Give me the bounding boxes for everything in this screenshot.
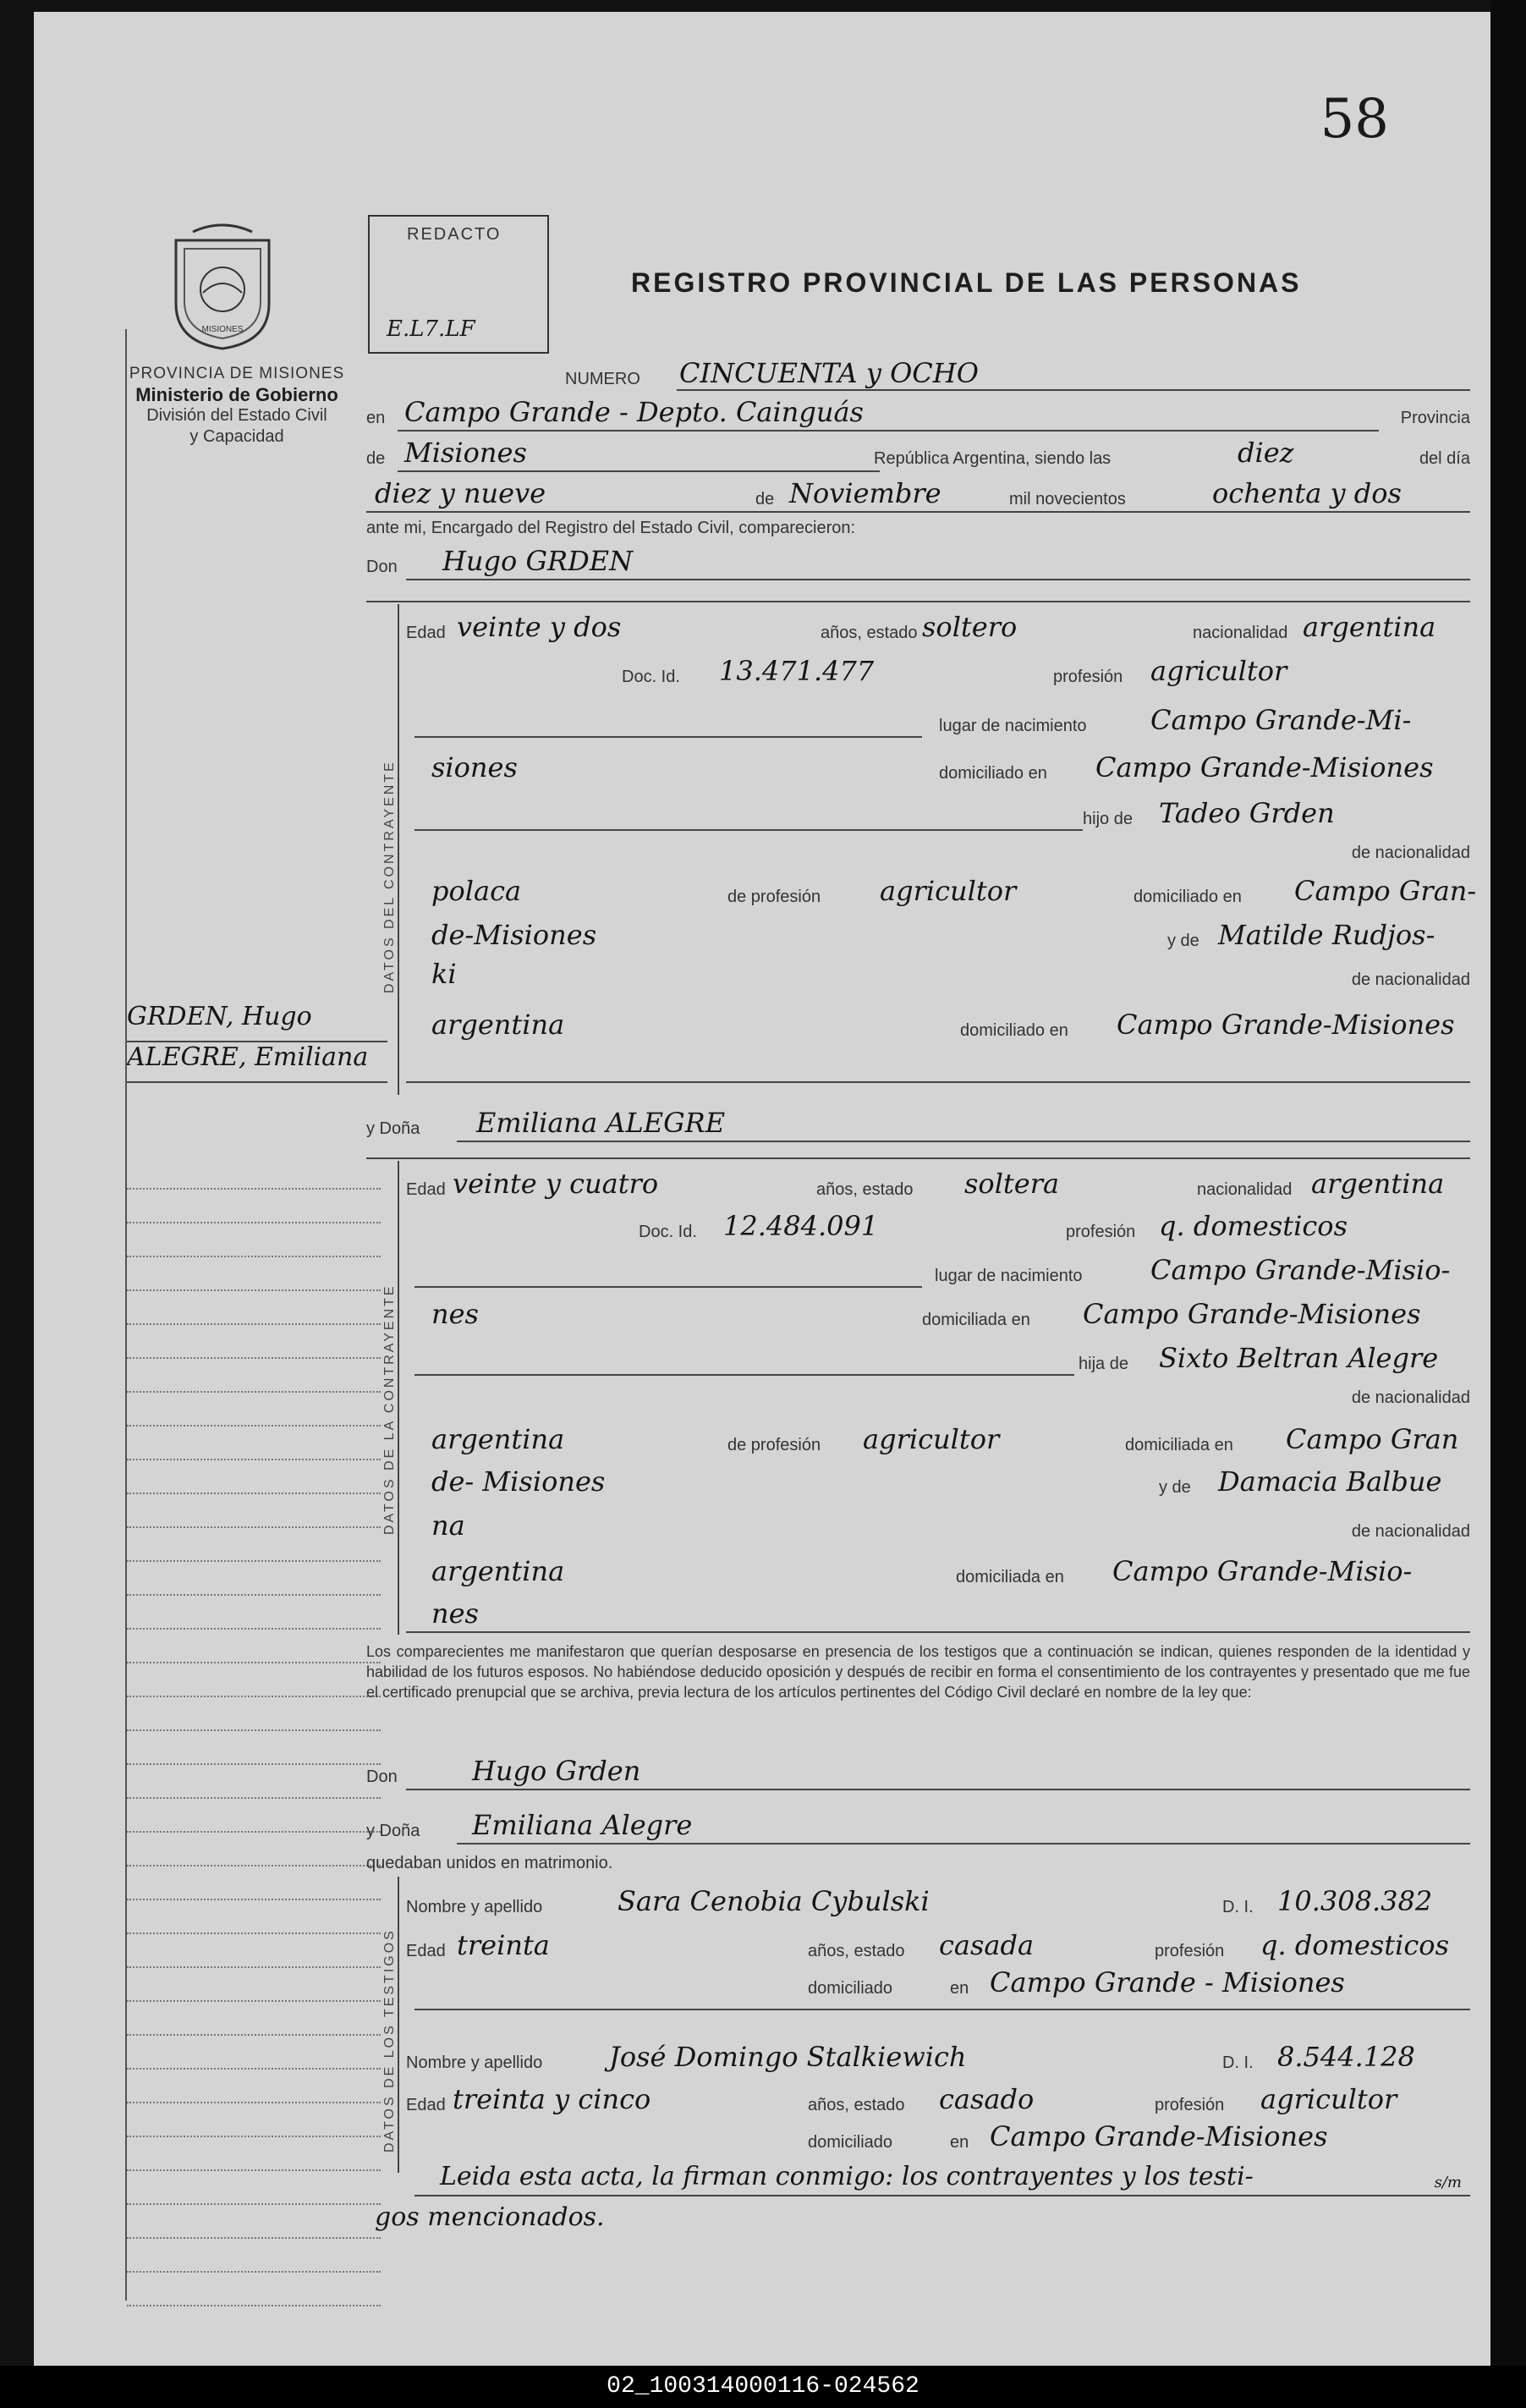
groom-doc-line: Doc. Id. 13.471.477 profesión agricultor [622,655,1287,687]
provincial-seal [167,223,277,350]
groom-birthplace-2: siones [431,751,518,783]
scan-code: 02_100314000116-024562 [0,2366,1526,2408]
witness1-profession: q. domesticos [1260,1929,1449,1961]
bride-mother-2: na [431,1509,465,1542]
bride-birthplace-1: Campo Grande-Misio- [1150,1254,1451,1286]
numero-line: NUMERO CINCUENTA y OCHO [565,357,979,389]
bride-birthplace-2: nes [431,1298,479,1330]
place-value: Campo Grande - Depto. Cainguás [404,396,864,428]
groom-data-bracket [398,604,399,1095]
groom-mother-domicile-line: argentina domiciliado en Campo Grande-Misiones [431,1009,1455,1041]
bride-doc: 12.484.091 [723,1210,879,1242]
ministry-name: Ministerio de Gobierno [135,384,338,405]
witness2-domicile-line: domiciliado en Campo Grande-Misiones [808,2120,1328,2152]
closing-mark: s/m [1434,2174,1462,2191]
groom-age: veinte y dos [457,611,622,643]
department-heading [93,363,381,448]
witness2-age: treinta y cinco [453,2083,651,2115]
redacto-label: REDACTO [407,225,502,244]
groom-birthplace-line: lugar de nacimiento Campo Grande-Mi- [939,704,1412,736]
groom-mother-nat-line: ki de nacionalidad [431,958,1470,990]
groom-mother-line: de-Misiones y de Matilde Rudjos- [431,919,1435,951]
groom-mother-nationality: argentina [431,1009,565,1041]
groom-father: Tadeo Grden [1159,797,1335,829]
witness1-name-line: Nombre y apellido Sara Cenobia Cybulski D. I. 10.308.382 [406,1885,1433,1917]
closing-text-2: gos mencionados. [375,2202,605,2232]
day-value: diez y nueve [375,477,546,509]
bride-mother-domicile-2: nes [431,1597,479,1630]
groom-name: Hugo GRDEN [442,545,634,577]
bride-father-domicile-2: de- Misiones [431,1465,606,1498]
redacto-box [368,215,549,354]
groom-domicile: Campo Grande-Misiones [1095,751,1434,783]
en-line: en Campo Grande - Depto. Cainguás Provincia [366,396,1470,428]
witness-section-label: DATOS DE LOS TESTIGOS [382,1928,397,2152]
province-name: PROVINCIA DE MISIONES [129,365,345,382]
margin-name-bride: ALEGRE, Emiliana [127,1042,387,1083]
bride-mother-domicile-line-2 [406,1591,1470,1633]
declaration-text: Los comparecientes me manifestaron que querían desposarse en presencia de los testigos que a continuación se indican, quienes responden de la identidad y habilidad de los futuros esposos. No habiéndose deducido oposición y después de recibir en forma el consentimiento de los contrayentes y presentado que me fue el certificado prenupcial que se archiva, previa lectura de los artículos pertinentes del Código Civil declaré en nombre de la ley que: [366,1643,1470,1701]
bride-father-line: hija de Sixto Beltran Alegre [1079,1342,1439,1374]
witness2-di: 8.544.128 [1277,2041,1415,2073]
registry-title: REGISTRO PROVINCIAL DE LAS PERSONAS [631,267,1302,298]
closing-line-2 [366,2193,1470,2235]
bride-father-domicile-1: Campo Gran [1286,1423,1459,1455]
groom-father-domicile-2: de-Misiones [431,919,597,951]
bride-father-nationality: argentina [431,1423,565,1455]
bride-father-prof-line: argentina de profesión agricultor domiciliada en Campo Gran [431,1423,1459,1455]
witness1-status: casada [939,1929,1035,1961]
groom-father-prof-line: polaca de profesión agricultor domiciliado en Campo Gran- [431,875,1477,907]
bride-birthplace-line: lugar de nacimiento Campo Grande-Misio- [935,1254,1451,1286]
quedaban-line: quedaban unidos en matrimonio. [366,1854,613,1872]
groom-mother-1: Matilde Rudjos- [1218,919,1435,951]
page-number: 58 [1320,88,1389,151]
margin-names [127,1002,387,1083]
groom-doc: 13.471.477 [719,655,875,687]
bride-nationality: argentina [1311,1168,1445,1200]
groom-father-line: hijo de Tadeo Grden [1083,797,1335,829]
bride-mother-line: de- Misiones y de Damacia Balbue [431,1465,1442,1498]
division-name: División del Estado Civil [146,406,327,425]
witness1-edad-line: Edad treinta años, estado casada profesión q. domesticos [406,1929,1449,1961]
groom-father-nationality: polaca [431,875,522,907]
union-bride: Emiliana Alegre [472,1809,693,1841]
groom-status: soltero [922,611,1018,643]
bride-status: soltera [964,1168,1060,1200]
groom-mother-2: ki [431,958,457,990]
union-dona-line: y Doña Emiliana Alegre [366,1809,693,1841]
bride-domicile: Campo Grande-Misiones [1083,1298,1421,1330]
bride-profession: q. domesticos [1159,1210,1348,1242]
witness1-age: treinta [457,1929,550,1961]
redacto-value: E.L7.LF [387,316,475,342]
bride-data-bracket [398,1161,399,1635]
republica-line: de Misiones República Argentina, siendo las diez del día [366,437,1470,469]
registry-page [34,12,1490,2366]
bride-domicile-line: nes domiciliada en Campo Grande-Misiones [431,1298,1421,1330]
witness1-domicile-line: domiciliado en Campo Grande - Misiones [808,1966,1345,1998]
groom-domicile-line: siones domiciliado en Campo Grande-Misiones [431,751,1434,783]
bride-mother-nat-line: na de nacionalidad [431,1509,1470,1542]
bride-mother-1: Damacia Balbue [1218,1465,1442,1498]
groom-name-line: Don Hugo GRDEN [366,545,634,577]
bride-father-profession: agricultor [863,1423,1000,1455]
groom-edad-line: Edad veinte y dos años, estado soltero nacionalidad argentina [406,611,1436,643]
union-groom: Hugo Grden [472,1755,641,1787]
closing-line-1 [414,2152,1470,2195]
bride-name: Emiliana ALEGRE [476,1107,726,1139]
groom-father-domicile-1: Campo Gran- [1294,875,1477,907]
witness1-di: 10.308.382 [1277,1885,1433,1917]
groom-section-label: DATOS DEL CONTRAYENTE [382,760,397,993]
numero-value: CINCUENTA y OCHO [679,357,979,389]
groom-mother-domicile: Campo Grande-Misiones [1117,1009,1455,1041]
union-don-line: Don Hugo Grden [366,1755,641,1787]
bride-mother-domicile-1: Campo Grande-Misio- [1112,1555,1413,1587]
ante-mi-line: ante mi, Encargado del Registro del Estado Civil, comparecieron: [366,519,856,537]
bride-age: veinte y cuatro [453,1168,659,1200]
bride-doc-line: Doc. Id. 12.484.091 profesión q. domesticos [639,1210,1348,1242]
witness1-name: Sara Cenobia Cybulski [618,1885,930,1917]
witness-data-bracket [398,1877,399,2173]
groom-father-nat-line: de nacionalidad [1351,844,1470,862]
bride-name-line: y Doña Emiliana ALEGRE [366,1107,726,1139]
groom-profession: agricultor [1150,655,1287,687]
witness2-status: casado [939,2083,1035,2115]
closing-text-1: Leida esta acta, la firman conmigo: los contrayentes y los testi- [440,2162,1254,2191]
witness2-name: José Domingo Stalkiewich [609,2041,967,2073]
month-value: Noviembre [789,477,941,509]
date-line: diez y nueve de Noviembre mil novecientos ochenta y dos [375,477,1402,509]
book-spine [1490,0,1526,2366]
province-value: Misiones [404,437,527,469]
margin-name-groom: GRDEN, Hugo [127,1002,387,1042]
margin-note-lines [127,1156,381,2306]
witness2-edad-line: Edad treinta y cinco años, estado casado profesión agricultor [406,2083,1397,2115]
witness2-name-line: Nombre y apellido José Domingo Stalkiewich D. I. 8.544.128 [406,2041,1415,2073]
hour-value: diez [1238,437,1294,469]
witness2-domicile: Campo Grande-Misiones [990,2120,1328,2152]
witness1-domicile: Campo Grande - Misiones [990,1966,1345,1998]
bride-father-nat-line: de nacionalidad [1351,1388,1470,1407]
bride-mother-nationality: argentina [431,1555,565,1587]
groom-birthplace-1: Campo Grande-Mi- [1150,704,1412,736]
bride-edad-line: Edad veinte y cuatro años, estado soltera nacionalidad argentina [406,1168,1445,1200]
bride-father: Sixto Beltran Alegre [1159,1342,1439,1374]
division-name-2: y Capacidad [189,427,284,446]
witness2-profession: agricultor [1260,2083,1397,2115]
seal-label: MISIONES [201,325,244,334]
bride-mother-domicile-line: argentina domiciliada en Campo Grande-Misio- [431,1555,1413,1587]
bride-section-label: DATOS DE LA CONTRAYENTE [382,1284,397,1535]
groom-nationality: argentina [1303,611,1436,643]
year-value: ochenta y dos [1212,477,1402,509]
groom-father-profession: agricultor [880,875,1017,907]
